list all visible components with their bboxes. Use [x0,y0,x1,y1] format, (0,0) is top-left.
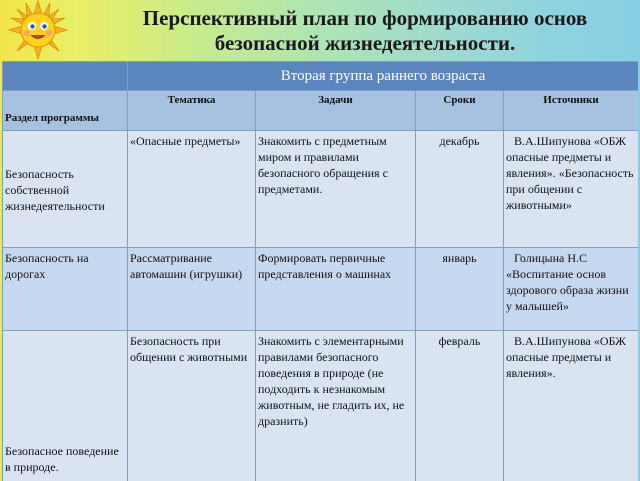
source-cell: В.А.Шипунова «ОБЖ опасные предметы и явления». «Безопасность при общении с животными» [504,131,639,248]
title-line-1: Перспективный план по формированию основ [130,6,600,31]
header-tasks: Задачи [256,91,416,131]
smiling-sun-icon [8,0,68,60]
section-cell: Безопасность на дорогах [3,248,128,331]
header-dates: Сроки [416,91,504,131]
table-row [3,131,639,248]
date-cell: январь [416,248,504,331]
section-cell: Безопасность собственной жизнедеятельности [3,131,128,248]
topic-cell: «Опасные предметы» [128,131,256,248]
table-row [3,248,639,331]
tasks-cell: Формировать первичные представления о машинах [256,248,416,331]
topic-cell: Рассматривание автомашин (игрушки) [128,248,256,331]
group-header-empty-cell [3,62,128,91]
title-line-2: безопасной жизнедеятельности. [130,31,600,56]
header-topic: Тематика [128,91,256,131]
plan-table-container [2,61,638,481]
table-row [3,331,639,481]
tasks-cell: Знакомить с предметным миром и правилами безопасного обращения с предметами. [256,131,416,248]
date-cell: декабрь [416,131,504,248]
group-header: Вторая группа раннего возраста [128,62,639,91]
group-header-row [3,62,639,91]
source-cell: В.А.Шипунова «ОБЖ опасные предметы и явления». [504,331,639,481]
source-cell: Голицына Н.С «Воспитание основ здорового образа жизни у малышей» [504,248,639,331]
header-section: Раздел программы [3,91,128,131]
tasks-cell: Знакомить с элементарными правилами безопасного поведения в природе (не подходить к незнакомым животным, не гладить их, не дразнить) [256,331,416,481]
column-header-row [3,91,639,131]
section-cell: Безопасное поведение в природе. [3,331,128,481]
page-title [130,6,600,56]
header-sources: Источники [504,91,639,131]
date-cell: февраль [416,331,504,481]
plan-table [2,61,638,481]
topic-cell: Безопасность при общении с животными [128,331,256,481]
